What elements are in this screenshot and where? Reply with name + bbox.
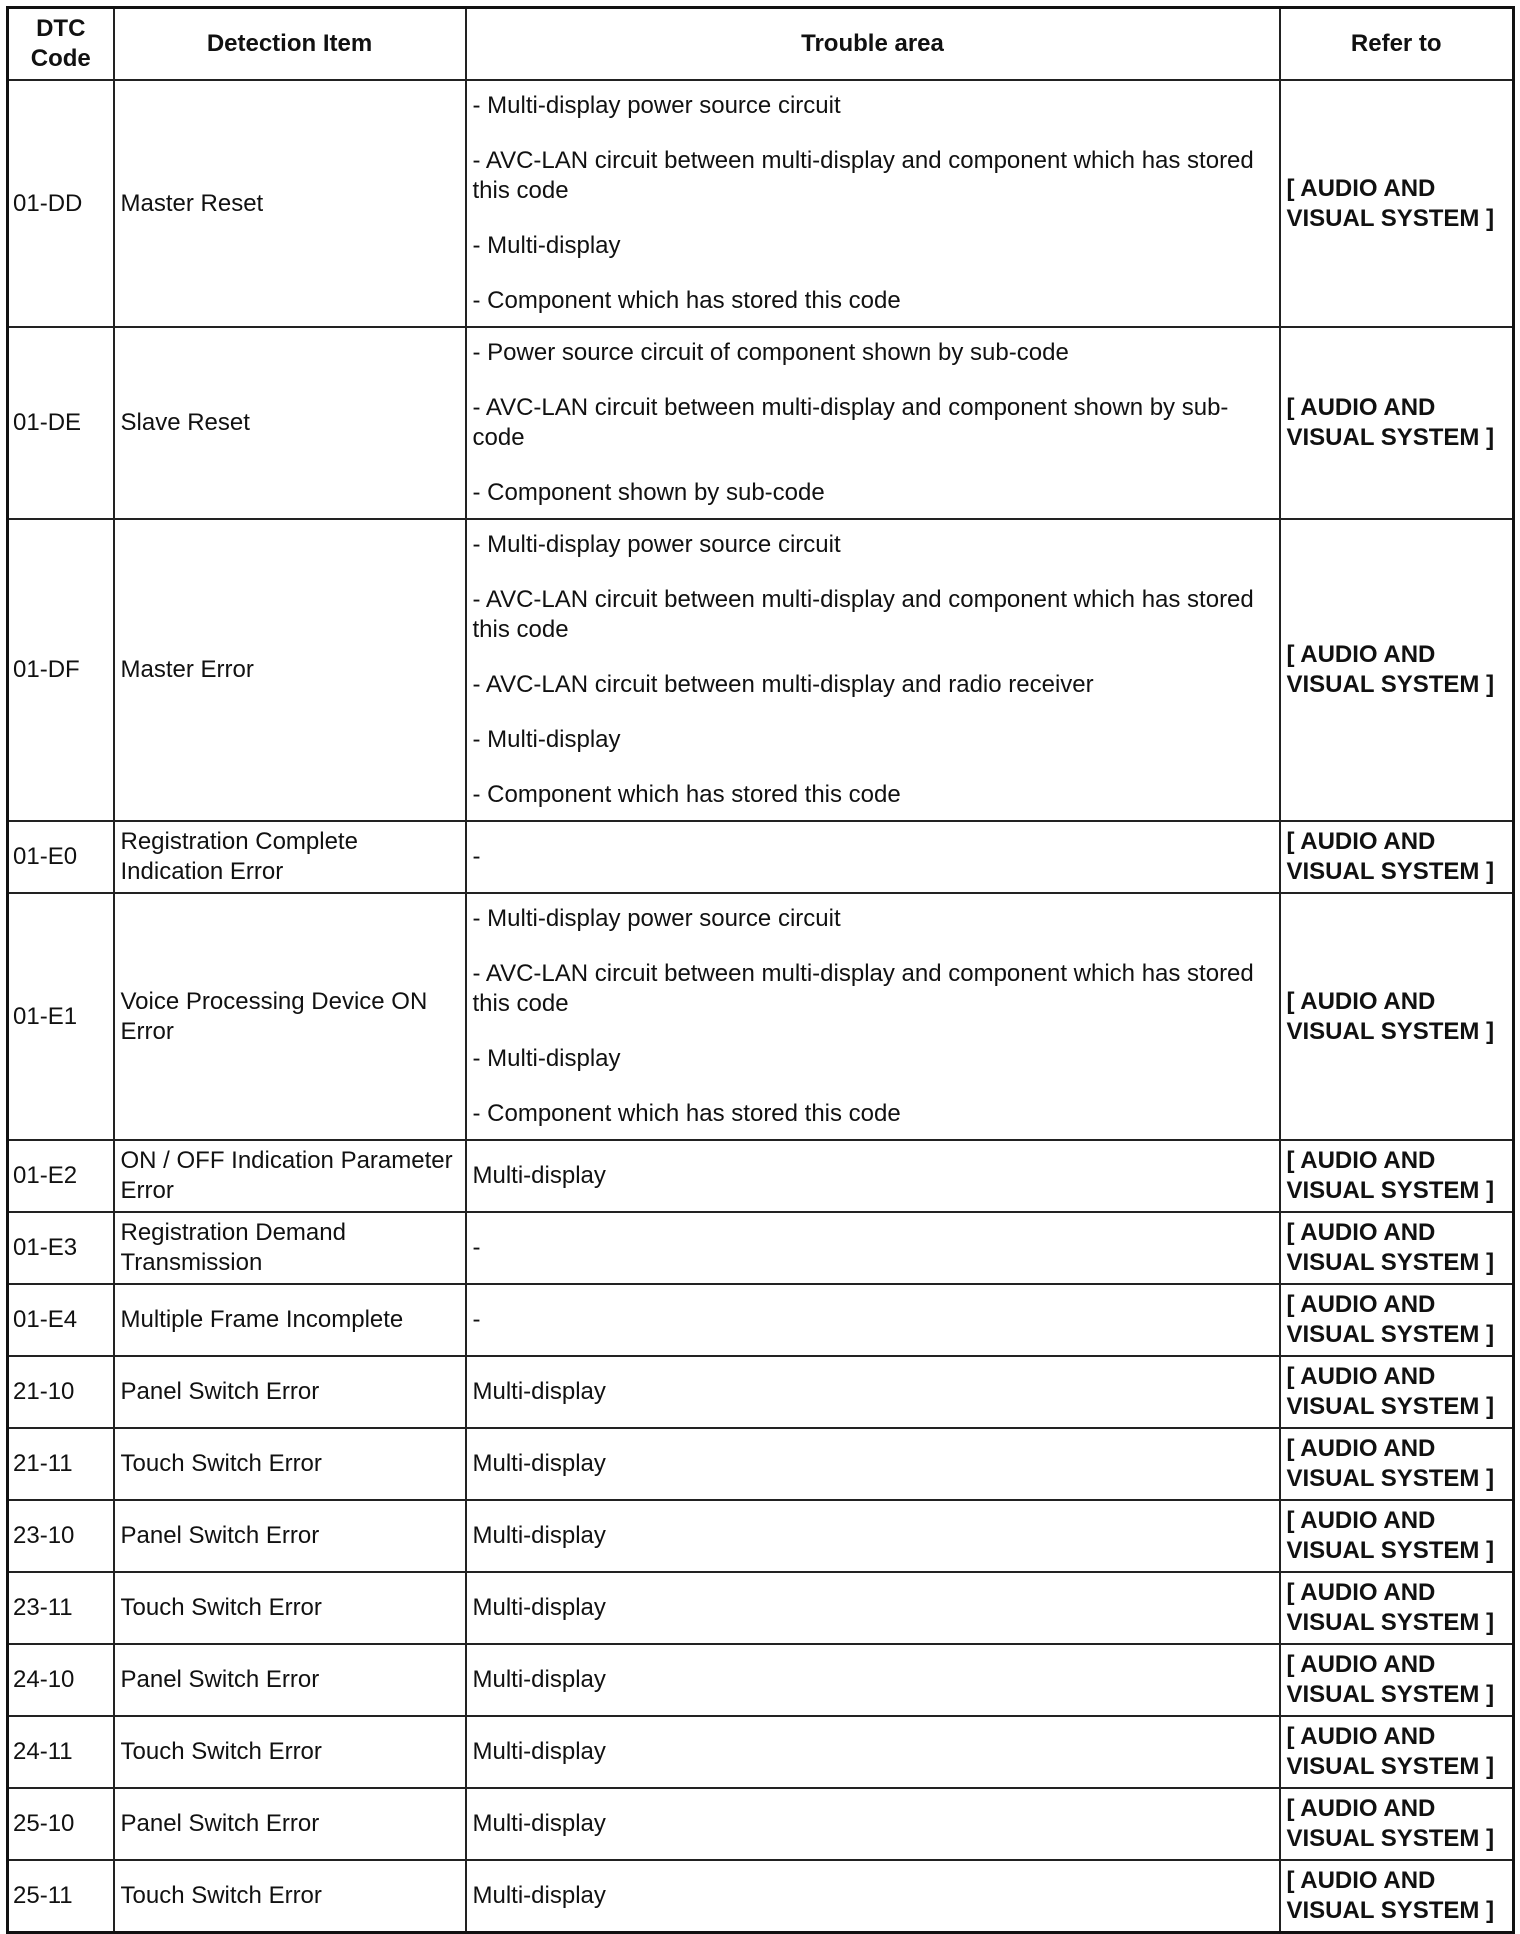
detection-item-cell: Touch Switch Error <box>114 1428 466 1500</box>
trouble-area-line: - Multi-display <box>472 1045 621 1072</box>
table-row <box>8 1572 1514 1644</box>
trouble-area-cell <box>466 519 1280 821</box>
trouble-area-cell <box>466 1284 1280 1356</box>
table-body <box>8 80 1514 1932</box>
detection-item-cell: Slave Reset <box>114 327 466 519</box>
dtc-code-cell: 21-11 <box>8 1428 114 1500</box>
refer-to-cell: [ AUDIO AND VISUAL SYSTEM ] <box>1280 821 1514 893</box>
refer-to-cell: [ AUDIO AND VISUAL SYSTEM ] <box>1280 1140 1514 1212</box>
dtc-code-cell: 24-10 <box>8 1644 114 1716</box>
dtc-table <box>6 6 1515 1934</box>
dtc-code-cell: 21-10 <box>8 1356 114 1428</box>
dtc-code-cell: 23-10 <box>8 1500 114 1572</box>
table-row <box>8 821 1514 893</box>
header-trouble-area: Trouble area <box>466 8 1280 81</box>
detection-item-cell: ON / OFF Indication Parameter Error <box>114 1140 466 1212</box>
table-row <box>8 893 1514 1140</box>
refer-to-cell: [ AUDIO AND VISUAL SYSTEM ] <box>1280 327 1514 519</box>
dtc-code-cell: 25-11 <box>8 1860 114 1932</box>
trouble-area-line: - AVC-LAN circuit between multi-display and component which has stored this code <box>472 586 1254 643</box>
trouble-area-line: - AVC-LAN circuit between multi-display and component shown by sub-code <box>472 394 1229 451</box>
dtc-code-cell: 23-11 <box>8 1572 114 1644</box>
trouble-area-cell <box>466 1212 1280 1284</box>
refer-to-cell: [ AUDIO AND VISUAL SYSTEM ] <box>1280 1356 1514 1428</box>
trouble-area-line: Multi-display <box>472 1522 606 1549</box>
trouble-area-line: Multi-display <box>472 1666 606 1693</box>
trouble-area-line: Multi-display <box>472 1450 606 1477</box>
dtc-code-cell: 01-DE <box>8 327 114 519</box>
header-row <box>8 8 1514 81</box>
table-row <box>8 1860 1514 1932</box>
trouble-area-cell <box>466 80 1280 327</box>
dtc-code-cell: 25-10 <box>8 1788 114 1860</box>
table-row <box>8 1140 1514 1212</box>
detection-item-cell: Panel Switch Error <box>114 1356 466 1428</box>
trouble-area-line: Multi-display <box>472 1594 606 1621</box>
table-row <box>8 80 1514 327</box>
trouble-area-cell <box>466 1860 1280 1932</box>
refer-to-cell: [ AUDIO AND VISUAL SYSTEM ] <box>1280 1500 1514 1572</box>
trouble-area-line: - AVC-LAN circuit between multi-display and component which has stored this code <box>472 960 1254 1017</box>
detection-item-cell: Master Reset <box>114 80 466 327</box>
trouble-area-line: - Multi-display power source circuit <box>472 92 841 119</box>
trouble-area-cell <box>466 1428 1280 1500</box>
detection-item-cell: Touch Switch Error <box>114 1716 466 1788</box>
trouble-area-cell <box>466 821 1280 893</box>
header-refer-to: Refer to <box>1280 8 1514 81</box>
detection-item-cell: Voice Processing Device ON Error <box>114 893 466 1140</box>
trouble-area-line: - Multi-display power source circuit <box>472 905 841 932</box>
table-row <box>8 1788 1514 1860</box>
table-row <box>8 1428 1514 1500</box>
trouble-area-line: Multi-display <box>472 1378 606 1405</box>
table-row <box>8 519 1514 821</box>
detection-item-cell: Panel Switch Error <box>114 1644 466 1716</box>
refer-to-cell: [ AUDIO AND VISUAL SYSTEM ] <box>1280 1572 1514 1644</box>
refer-to-cell: [ AUDIO AND VISUAL SYSTEM ] <box>1280 519 1514 821</box>
trouble-area-line: - Multi-display <box>472 726 621 753</box>
trouble-area-line: - <box>472 1234 481 1261</box>
table-row <box>8 1716 1514 1788</box>
detection-item-cell: Registration Demand Transmission <box>114 1212 466 1284</box>
trouble-area-line: Multi-display <box>472 1738 606 1765</box>
dtc-code-cell: 01-E1 <box>8 893 114 1140</box>
trouble-area-line: - AVC-LAN circuit between multi-display and radio receiver <box>472 671 1094 698</box>
trouble-area-line: - Component shown by sub-code <box>472 479 825 506</box>
detection-item-cell: Touch Switch Error <box>114 1860 466 1932</box>
trouble-area-cell <box>466 1140 1280 1212</box>
trouble-area-line: - AVC-LAN circuit between multi-display and component which has stored this code <box>472 147 1254 204</box>
trouble-area-line: Multi-display <box>472 1162 606 1189</box>
trouble-area-line: - Component which has stored this code <box>472 287 901 314</box>
refer-to-cell: [ AUDIO AND VISUAL SYSTEM ] <box>1280 1212 1514 1284</box>
dtc-code-cell: 01-E3 <box>8 1212 114 1284</box>
trouble-area-cell <box>466 1356 1280 1428</box>
trouble-area-line: - <box>472 843 481 870</box>
refer-to-cell: [ AUDIO AND VISUAL SYSTEM ] <box>1280 1644 1514 1716</box>
trouble-area-cell <box>466 1644 1280 1716</box>
header-detection-item: Detection Item <box>114 8 466 81</box>
trouble-area-line: Multi-display <box>472 1881 606 1909</box>
dtc-code-cell: 01-E0 <box>8 821 114 893</box>
detection-item-cell: Registration Complete Indication Error <box>114 821 466 893</box>
refer-to-cell: [ AUDIO AND VISUAL SYSTEM ] <box>1280 1716 1514 1788</box>
detection-item-cell: Touch Switch Error <box>114 1572 466 1644</box>
dtc-code-cell: 24-11 <box>8 1716 114 1788</box>
table-row <box>8 1284 1514 1356</box>
trouble-area-cell <box>466 893 1280 1140</box>
trouble-area-line: - Multi-display power source circuit <box>472 531 841 558</box>
trouble-area-line: - <box>472 1306 481 1333</box>
refer-to-cell: [ AUDIO AND VISUAL SYSTEM ] <box>1280 80 1514 327</box>
trouble-area-line: Multi-display <box>472 1810 606 1837</box>
trouble-area-cell <box>466 1500 1280 1572</box>
trouble-area-line: - Power source circuit of component shown by sub-code <box>472 339 1069 366</box>
header-dtc-code: DTC Code <box>8 8 114 81</box>
trouble-area-line: - Multi-display <box>472 232 621 259</box>
dtc-code-cell: 01-E4 <box>8 1284 114 1356</box>
trouble-area-cell <box>466 1788 1280 1860</box>
detection-item-cell: Multiple Frame Incomplete <box>114 1284 466 1356</box>
trouble-area-cell <box>466 1572 1280 1644</box>
dtc-code-cell: 01-E2 <box>8 1140 114 1212</box>
detection-item-cell: Panel Switch Error <box>114 1788 466 1860</box>
trouble-area-line: - Component which has stored this code <box>472 1100 901 1127</box>
detection-item-cell: Master Error <box>114 519 466 821</box>
refer-to-cell: [ AUDIO AND VISUAL SYSTEM ] <box>1280 1860 1514 1932</box>
refer-to-cell: [ AUDIO AND VISUAL SYSTEM ] <box>1280 893 1514 1140</box>
refer-to-cell: [ AUDIO AND VISUAL SYSTEM ] <box>1280 1284 1514 1356</box>
dtc-code-cell: 01-DD <box>8 80 114 327</box>
table-row <box>8 327 1514 519</box>
dtc-code-cell: 01-DF <box>8 519 114 821</box>
refer-to-cell: [ AUDIO AND VISUAL SYSTEM ] <box>1280 1428 1514 1500</box>
detection-item-cell: Panel Switch Error <box>114 1500 466 1572</box>
trouble-area-cell <box>466 327 1280 519</box>
table-row <box>8 1500 1514 1572</box>
trouble-area-cell <box>466 1716 1280 1788</box>
table-row <box>8 1356 1514 1428</box>
table-row <box>8 1644 1514 1716</box>
trouble-area-line: - Component which has stored this code <box>472 781 901 808</box>
table-row <box>8 1212 1514 1284</box>
refer-to-cell: [ AUDIO AND VISUAL SYSTEM ] <box>1280 1788 1514 1860</box>
